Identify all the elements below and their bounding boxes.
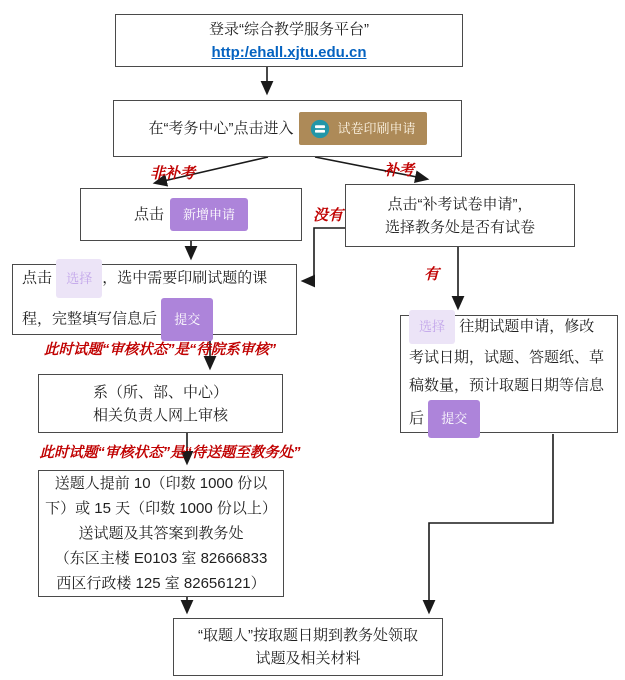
select-course-t1: 点击 [22, 268, 53, 286]
new-application-button: 新增申请 [170, 198, 248, 231]
node-pickup [173, 618, 443, 676]
ehall-link[interactable]: http:/ehall.xjtu.edu.cn [211, 43, 367, 61]
deliver-line4: （东区主楼 E0103 室 82666833 [54, 550, 268, 567]
branch-label-not-makeup: 非补考 [150, 165, 196, 182]
pickup-line2: 试题及相关材料 [255, 650, 361, 667]
makeup-request-line1: 点击“补考试卷申请”， [387, 195, 533, 213]
node-click-new [80, 188, 302, 241]
dept-review-line1: 系（所、部、中心） [92, 383, 228, 401]
past-papers-text: 往期试题申请，修改考试日期，试题、答题纸、草稿数量，预计取题日期等信息后 [409, 317, 605, 427]
node-makeup-request [345, 184, 575, 247]
label-no: 没有 [313, 207, 344, 224]
node-select-course [12, 264, 297, 335]
deliver-line3: 送试题及其答案到教务处 [78, 525, 244, 542]
node-deliver-papers [38, 470, 284, 597]
node-login [115, 14, 463, 67]
enter-text: 在“考务中心”点击进入 [148, 120, 294, 137]
select-course-t2: ，选中需要印刷试题的 [102, 268, 253, 286]
submit-button: 提交 [161, 298, 213, 341]
click-new-text: 点击 [133, 206, 164, 223]
deliver-line1: 送题人提前 10（印数 1000 份以 [54, 475, 268, 492]
pickup-line1: “取题人”按取题日期到教务处领取 [198, 627, 418, 644]
printer-icon [310, 119, 330, 139]
login-text: 登录“综合教学服务平台” [209, 20, 369, 38]
submit-button-past: 提交 [428, 400, 480, 438]
status-pending-delivery: 此时试题“审核状态”是“待送题至教务处” [39, 445, 301, 461]
dept-review-line2: 相关负责人网上审核 [92, 406, 228, 424]
makeup-request-line2: 选择教务处是否有试卷 [384, 218, 535, 236]
node-dept-review [38, 374, 283, 433]
status-pending-dept-review: 此时试题“审核状态”是“待院系审核” [44, 342, 276, 358]
select-course-t3: 课程，完整填写信息后 [22, 268, 268, 327]
node-enter-exam-center [113, 100, 462, 157]
select-button: 选择 [56, 259, 102, 298]
paper-print-apply-button [299, 112, 426, 145]
deliver-line5: 西区行政楼 125 室 82656121） [56, 575, 266, 592]
paper-print-apply-label: 试卷印刷申请 [337, 121, 416, 136]
select-button-past: 选择 [409, 310, 455, 344]
node-past-papers [400, 315, 618, 433]
branch-label-makeup: 补考 [384, 162, 415, 179]
label-yes: 有 [424, 266, 440, 283]
deliver-line2: 下）或 15 天（印数 1000 份以上） [45, 500, 277, 517]
